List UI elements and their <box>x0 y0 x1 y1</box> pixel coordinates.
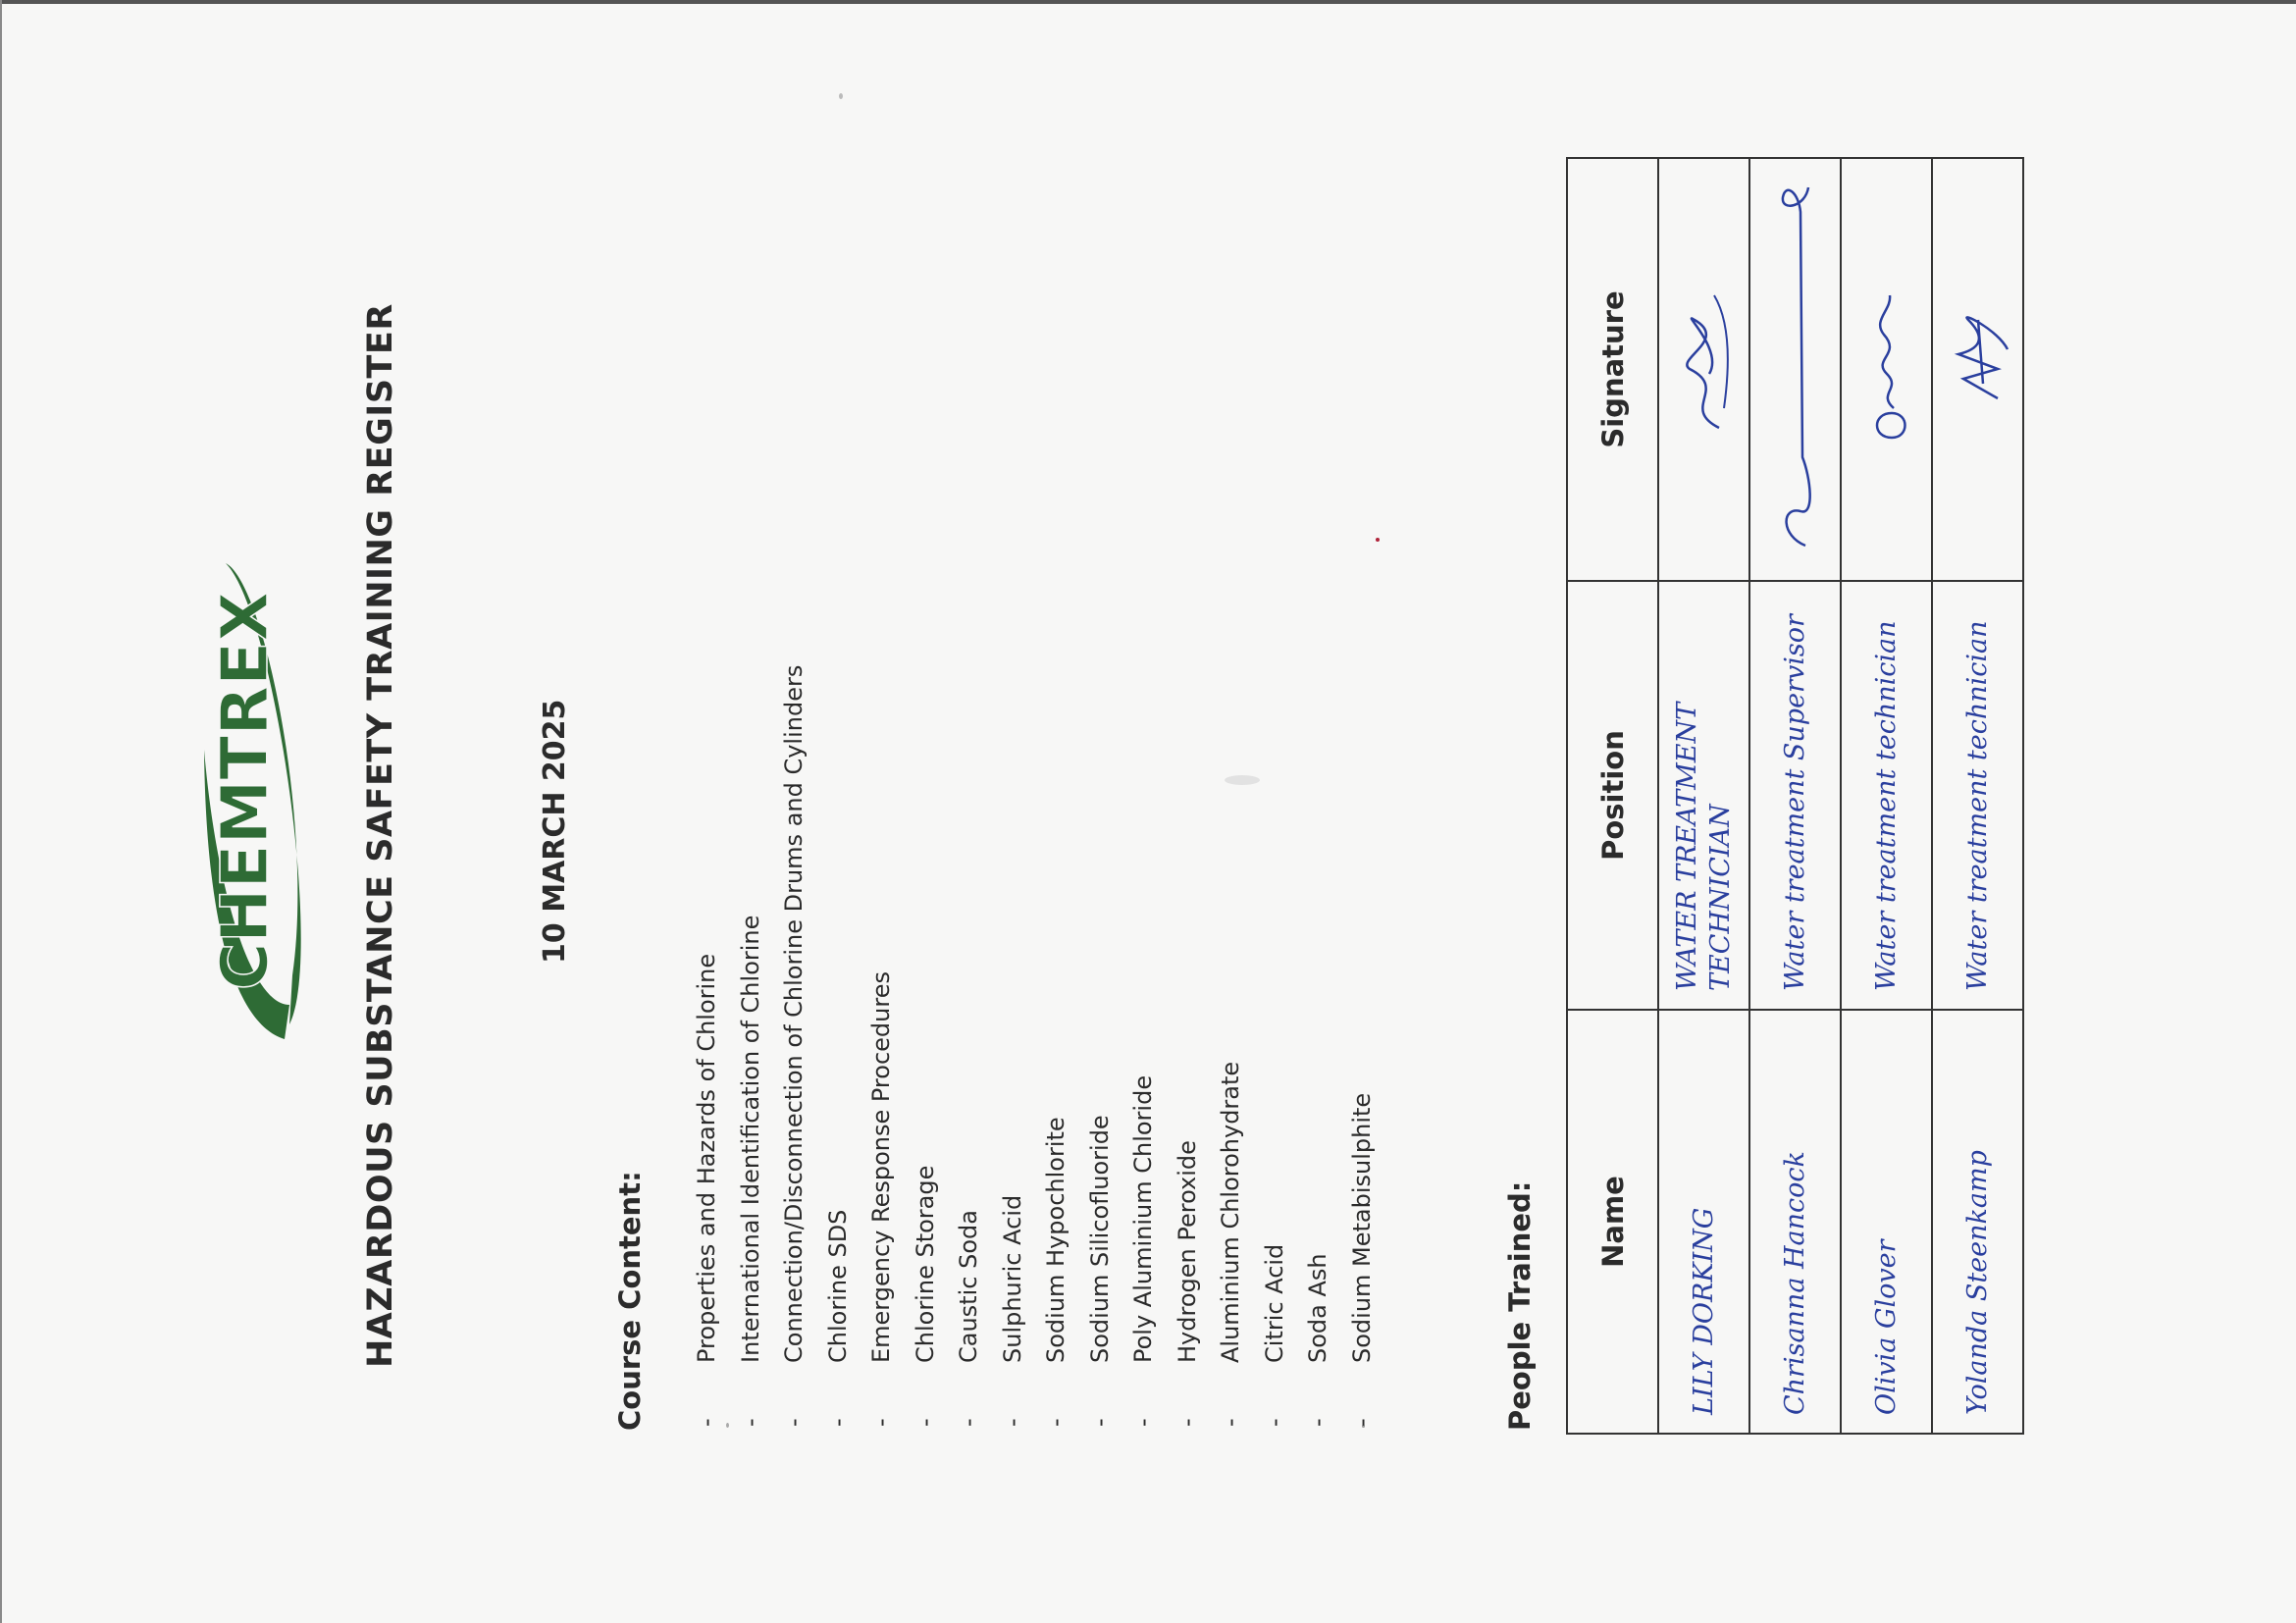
table-row <box>1749 158 1841 1434</box>
course-item: - Sodium Metabisulphite <box>1347 1092 1376 1427</box>
course-item: - Connection/Disconnection of Chlorine Drums and Cylinders <box>780 664 808 1427</box>
trainee-name: Chrisanna Hancock <box>1749 1010 1841 1434</box>
signature-image <box>1670 272 1739 468</box>
trainee-position: Water treatment technician <box>1932 581 2023 1010</box>
trainee-name: Olivia Glover <box>1841 1010 1932 1434</box>
course-item: - Caustic Soda <box>955 1210 982 1427</box>
table-header-row <box>1567 158 1658 1434</box>
signature-cell <box>1749 158 1841 581</box>
logo-wordmark: CHEMTREX <box>207 591 283 991</box>
trainee-position: Water treatment Supervisor <box>1749 581 1841 1010</box>
course-item: - Chlorine Storage <box>911 1165 939 1427</box>
course-content-heading: Course Content: <box>613 1171 647 1431</box>
course-item: - Poly Aluminium Chloride <box>1129 1074 1157 1427</box>
training-date: 10 MARCH 2025 <box>538 699 572 964</box>
trainee-position: WATER TREATMENT TECHNICIAN <box>1658 581 1749 1010</box>
trainee-name: Yolanda Steenkamp <box>1932 1010 2023 1434</box>
course-item: - Properties and Hazards of Chlorine <box>693 953 720 1427</box>
course-item: - International Identification of Chlorine <box>736 915 764 1427</box>
page-title: HAZARDOUS SUBSTANCE SAFETY TRAINING REGISTER <box>361 303 400 1368</box>
signature-column-header: Signature <box>1567 158 1658 581</box>
course-content-list <box>685 445 1383 1427</box>
name-column-header: Name <box>1567 1010 1658 1434</box>
course-item: - Sodium Silicofluoride <box>1085 1115 1114 1427</box>
course-item: - Aluminium Chlorohydrate <box>1217 1061 1244 1427</box>
signature-cell <box>1841 158 1932 581</box>
chemtrex-logo <box>196 553 304 1044</box>
course-item: - Citric Acid <box>1260 1243 1288 1427</box>
course-item: - Sulphuric Acid <box>998 1194 1026 1427</box>
signature-image <box>1761 174 1830 566</box>
people-trained-heading: People Trained: <box>1503 1180 1537 1431</box>
course-item: - Sodium Hypochlorite <box>1042 1117 1070 1427</box>
trainee-name: LILY DORKING <box>1658 1010 1749 1434</box>
signature-cell <box>1932 158 2023 581</box>
people-trained-table <box>1566 157 2024 1435</box>
course-item: - Soda Ash <box>1304 1253 1331 1427</box>
position-column-header: Position <box>1567 581 1658 1010</box>
signature-cell <box>1658 158 1749 581</box>
course-item: - Emergency Response Procedures <box>867 971 895 1427</box>
table-row <box>1841 158 1932 1434</box>
course-item: - Hydrogen Peroxide <box>1173 1140 1201 1427</box>
table-row <box>1932 158 2023 1434</box>
signature-image <box>1852 272 1921 468</box>
table-row <box>1658 158 1749 1434</box>
signature-image <box>1939 272 2017 468</box>
course-item: - Chlorine SDS <box>823 1209 852 1427</box>
trainee-position: Water treatment technician <box>1841 581 1932 1010</box>
